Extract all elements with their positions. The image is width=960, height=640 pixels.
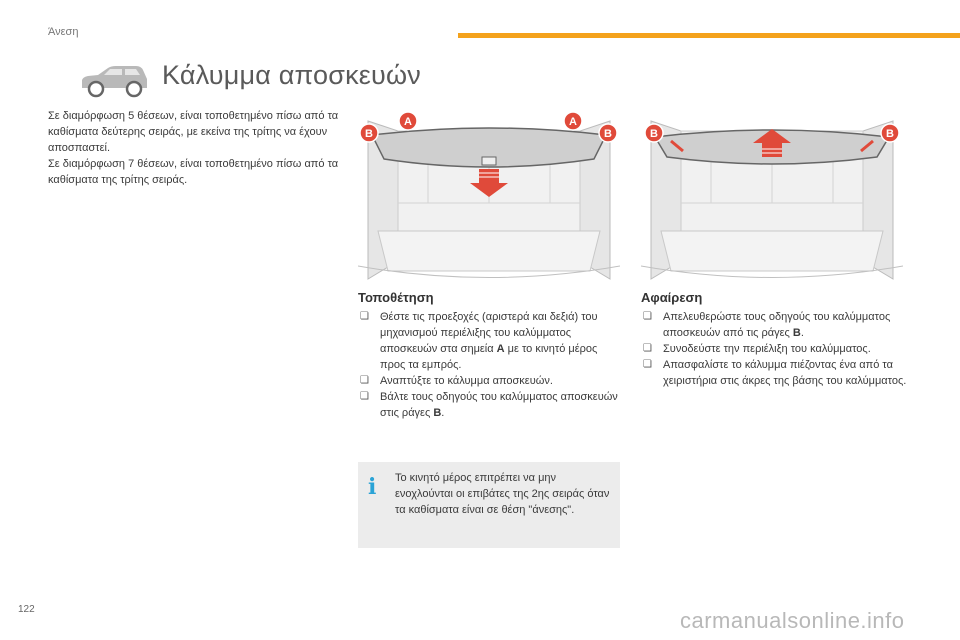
svg-text:B: B bbox=[650, 128, 658, 140]
installation-illustration bbox=[358, 111, 620, 283]
page-number: 122 bbox=[18, 604, 35, 615]
info-text: Το κινητό μέρος επιτρέπει να μην ενοχλούνται οι επιβάτες της 2ης σειράς όταν τα καθίσματα είναι σε θέση "άνεσης". bbox=[395, 472, 610, 516]
intro-paragraph-7-seats: Σε διαμόρφωση 7 θέσεων, είναι τοποθετημένο πίσω από τα καθίσματα της τρίτης σειράς. bbox=[48, 158, 339, 186]
installation-heading: Τοποθέτηση bbox=[358, 290, 434, 305]
list-item: ❏ Απελευθερώστε τους οδηγούς του καλύμματος αποσκευών από τις ράγες B. bbox=[643, 311, 891, 339]
removal-heading: Αφαίρεση bbox=[641, 290, 703, 305]
svg-text:A: A bbox=[404, 116, 412, 128]
list-item: ❏ Συνοδεύστε την περιέλιξη του καλύμματος. bbox=[643, 343, 871, 355]
list-item: ❏ Αναπτύξτε το κάλυμμα αποσκευών. bbox=[360, 375, 553, 387]
svg-text:B: B bbox=[604, 128, 612, 140]
list-item: ❏ Θέστε τις προεξοχές (αριστερά και δεξιά) του μηχανισμού περιέλιξης του καλύμματος αποσκευών στα σημεία A με το κινητό μέρος προς τα εμπρός. bbox=[360, 311, 598, 371]
svg-text:B: B bbox=[886, 128, 894, 140]
checkbox-marker-icon: ❏ bbox=[643, 343, 652, 354]
page-title: Κάλυμμα αποσκευών bbox=[162, 60, 421, 90]
checkbox-marker-icon: ❏ bbox=[360, 311, 369, 322]
marker-b-left bbox=[360, 124, 378, 142]
intro-text bbox=[48, 108, 348, 188]
marker-b-left bbox=[645, 124, 663, 142]
intro-paragraph-5-seats: Σε διαμόρφωση 5 θέσεων, είναι τοποθετημένο πίσω από τα καθίσματα δεύτερης σειράς, με εκείνα της τρίτης να έχουν αποσπαστεί. bbox=[48, 110, 339, 154]
checkbox-marker-icon: ❏ bbox=[643, 311, 652, 322]
marker-a-left bbox=[399, 112, 417, 130]
car-side-icon bbox=[78, 60, 150, 100]
list-item: ❏ Απασφαλίστε το κάλυμμα πιέζοντας ένα από τα χειριστήρια στις άκρες της βάσης του καλύμματος. bbox=[643, 359, 907, 387]
marker-a-right bbox=[564, 112, 582, 130]
svg-text:A: A bbox=[569, 116, 577, 128]
checkbox-marker-icon: ❏ bbox=[360, 391, 369, 402]
marker-b-right bbox=[599, 124, 617, 142]
checkbox-marker-icon: ❏ bbox=[360, 375, 369, 386]
marker-b-right bbox=[881, 124, 899, 142]
info-box bbox=[358, 462, 620, 548]
list-item: ❏ Βάλτε τους οδηγούς του καλύμματος αποσκευών στις ράγες B. bbox=[360, 391, 618, 419]
header-accent-bar bbox=[458, 33, 960, 38]
section-label: Άνεση bbox=[48, 26, 79, 38]
removal-illustration bbox=[641, 111, 903, 283]
checkbox-marker-icon: ❏ bbox=[643, 359, 652, 370]
svg-text:B: B bbox=[365, 128, 373, 140]
removal-steps bbox=[641, 309, 911, 389]
info-icon: i bbox=[368, 474, 377, 500]
installation-steps bbox=[358, 309, 622, 421]
watermark: carmanualsonline.info bbox=[680, 608, 905, 633]
